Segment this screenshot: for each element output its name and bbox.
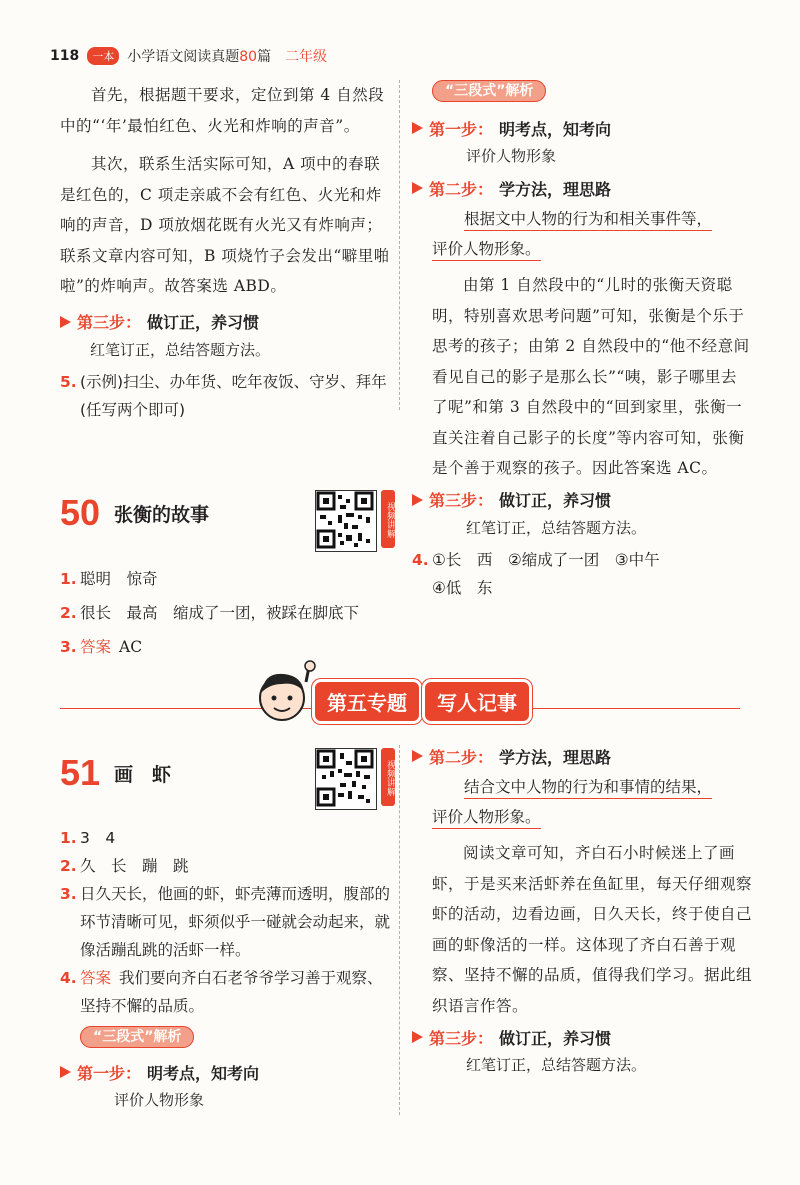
step-label: 第二步： xyxy=(429,179,494,199)
method-line: 评价人物形象。 xyxy=(432,808,541,829)
method-line: 结合文中人物的行为和事情的结果， xyxy=(464,778,712,799)
boy-mascot-icon xyxy=(250,658,320,732)
video-tag: 视频讲解 xyxy=(381,490,395,548)
lesson50-answers xyxy=(60,565,390,661)
answer-item xyxy=(60,368,390,424)
step-label: 第三步： xyxy=(429,491,494,510)
qr-code-icon[interactable] xyxy=(315,490,377,552)
answer-number: 5. xyxy=(60,372,77,391)
answer-number: 1. xyxy=(60,829,77,847)
method-block xyxy=(412,204,752,234)
answer-number: 2. xyxy=(60,857,77,875)
step-two xyxy=(412,742,752,770)
answer-text: 久 长 蹦 跳 xyxy=(80,857,189,875)
answer-text: 日久天长，他画的虾，虾壳薄而透明，腹部的环节清晰可见，虾须似乎一碰就会动起来，就像活蹦乱跳的活虾一样。 xyxy=(80,885,391,959)
step-three xyxy=(412,486,752,514)
right-column-top xyxy=(412,80,752,602)
method-line: 根据文中人物的行为和相关事件等， xyxy=(464,210,712,231)
answer-text: ④低 东 xyxy=(432,578,493,597)
answer-number: 3. xyxy=(60,638,77,656)
step-label: 第一步： xyxy=(77,1063,142,1083)
book-title-text: 小学语文阅读真题 xyxy=(127,49,240,65)
arrow-icon xyxy=(412,750,423,762)
paragraph-second: 其次，联系生活实际可知，A 项中的春联是红色的，C 项走亲戚不会有红色、火光和炸响的声音，D 项放烟花既有火光又有炸响声；联系文章内容可知，B 项烧竹子会发出“噼里啪啦”的炸响声。故答案选 ABD。 xyxy=(60,155,390,295)
page-header xyxy=(50,45,327,67)
step-two xyxy=(412,174,752,202)
lesson-title: 画 虾 xyxy=(114,763,172,786)
answer-item xyxy=(60,880,390,964)
step-label: 第二步： xyxy=(429,747,494,767)
video-tag: 视频讲解 xyxy=(381,748,395,806)
method-line: 评价人物形象。 xyxy=(432,240,541,261)
step-one xyxy=(60,1058,390,1086)
grade-label: 二年级 xyxy=(285,49,328,65)
answer-text: 我们要向齐白石老爷爷学习善于观察、坚持不懈的品质。 xyxy=(80,969,383,1015)
step-text: 学方法，理思路 xyxy=(499,179,612,199)
step-note: 红笔订正，总结答题方法。 xyxy=(90,340,271,359)
answer-text: 很长 最高 缩成了一团，被踩在脚底下 xyxy=(80,604,360,622)
step-note: 评价人物形象 xyxy=(466,147,557,165)
book-count-unit: 篇 xyxy=(257,49,272,65)
topic-label: 第五专题 xyxy=(315,682,419,721)
lesson-heading xyxy=(60,752,171,794)
answer-text: ①长 西 ②缩成了一团 ③中午 xyxy=(432,550,660,569)
arrow-icon xyxy=(412,122,423,134)
theme-label: 写人记事 xyxy=(425,682,529,721)
left-column-top xyxy=(60,80,390,424)
answer-number: 4. xyxy=(60,969,77,987)
analysis-paragraph: 由第 1 自然段中的“儿时的张衡天资聪明，特别喜欢思考问题”可知，张衡是个乐于思考的孩子；由第 2 自然段中的“他不经意间看见自己的影子是那么长”“咦，影子哪里去了呢”和第 3 自然段中的“回到家里，张衡一直关注着自己影子的长度”等内容可知，张衡是个善于观察的孩子。因此答案选 AC。 xyxy=(432,276,750,477)
step-one xyxy=(412,114,752,142)
step-text: 做订正，养习惯 xyxy=(499,1028,612,1048)
lesson-title: 张衡的故事 xyxy=(114,503,210,526)
right-column-bottom xyxy=(412,742,752,1079)
arrow-icon xyxy=(60,316,71,328)
page-number: 118 xyxy=(50,48,80,64)
column-divider-lower xyxy=(399,745,400,1115)
qr-code-icon[interactable] xyxy=(315,748,377,810)
answer-item xyxy=(60,852,390,880)
step-three xyxy=(412,1023,752,1051)
answer-prefix: 答案 xyxy=(80,969,112,987)
step-three xyxy=(60,308,390,336)
step-note: 评价人物形象 xyxy=(114,1091,205,1109)
three-step-pill: “三段式”解析 xyxy=(80,1026,194,1048)
three-step-pill: “三段式”解析 xyxy=(432,80,546,102)
step-note: 红笔订正，总结答题方法。 xyxy=(466,1056,647,1074)
lesson51-answers xyxy=(60,824,390,1114)
method-block xyxy=(412,234,752,264)
step-label: 第一步： xyxy=(429,119,494,139)
step-label: 第三步： xyxy=(77,313,142,332)
paragraph-first: 首先，根据题干要求，定位到第 4 自然段中的“‘年’最怕红色、火光和炸响的声音”。 xyxy=(60,86,385,135)
answer-text: 3 4 xyxy=(80,829,116,847)
answer-item xyxy=(60,824,390,852)
lesson-number: 50 xyxy=(60,492,101,533)
answer-item xyxy=(60,565,390,593)
arrow-icon xyxy=(412,494,423,506)
lesson-heading xyxy=(60,492,209,534)
step-text: 明考点，知考向 xyxy=(147,1063,260,1083)
qr-block[interactable] xyxy=(315,748,395,810)
answer-text: 聪明 惊奇 xyxy=(80,570,158,588)
answer-number: 3. xyxy=(60,885,77,903)
step-note: 红笔订正，总结答题方法。 xyxy=(466,518,647,537)
analysis-paragraph: 阅读文章可知，齐白石小时候迷上了画虾，于是买来活虾养在鱼缸里，每天仔细观察虾的活动，边看边画，日久天长，终于使自己画的虾像活的一样。这体现了齐白石善于观察、坚持不懈的品质，值得我们学习。据此组织语言作答。 xyxy=(432,844,753,1015)
answer-item xyxy=(60,633,390,661)
answer-text: (示例)扫尘、办年货、吃年夜饭、守岁、拜年(任写两个即可) xyxy=(80,372,387,419)
answer-number: 4. xyxy=(412,550,429,569)
arrow-icon xyxy=(412,1031,423,1043)
answer-item xyxy=(60,964,390,1020)
method-block xyxy=(412,772,752,802)
step-text: 做订正，养习惯 xyxy=(147,313,260,332)
arrow-icon xyxy=(60,1066,71,1078)
pill-wrap xyxy=(60,1026,390,1054)
column-divider xyxy=(399,80,400,410)
brand-badge: 一本 xyxy=(87,47,119,65)
answer-text: AC xyxy=(119,638,143,656)
book-title xyxy=(127,46,271,66)
answer-item xyxy=(60,599,390,627)
lesson-number: 51 xyxy=(60,752,101,793)
step-label: 第三步： xyxy=(429,1028,494,1048)
arrow-icon xyxy=(412,182,423,194)
answer-number: 1. xyxy=(60,570,77,588)
book-count: 80 xyxy=(239,49,258,65)
qr-block[interactable] xyxy=(315,490,395,552)
method-block xyxy=(412,802,752,832)
step-text: 做订正，养习惯 xyxy=(499,491,612,510)
answer-prefix: 答案 xyxy=(80,638,112,656)
pill-wrap xyxy=(412,80,752,108)
answer-item xyxy=(412,546,752,574)
answer-number: 2. xyxy=(60,604,77,622)
step-text: 学方法，理思路 xyxy=(499,747,612,767)
step-text: 明考点，知考向 xyxy=(499,119,612,139)
answer-item-continued xyxy=(412,574,752,602)
topic-banner xyxy=(315,682,529,721)
